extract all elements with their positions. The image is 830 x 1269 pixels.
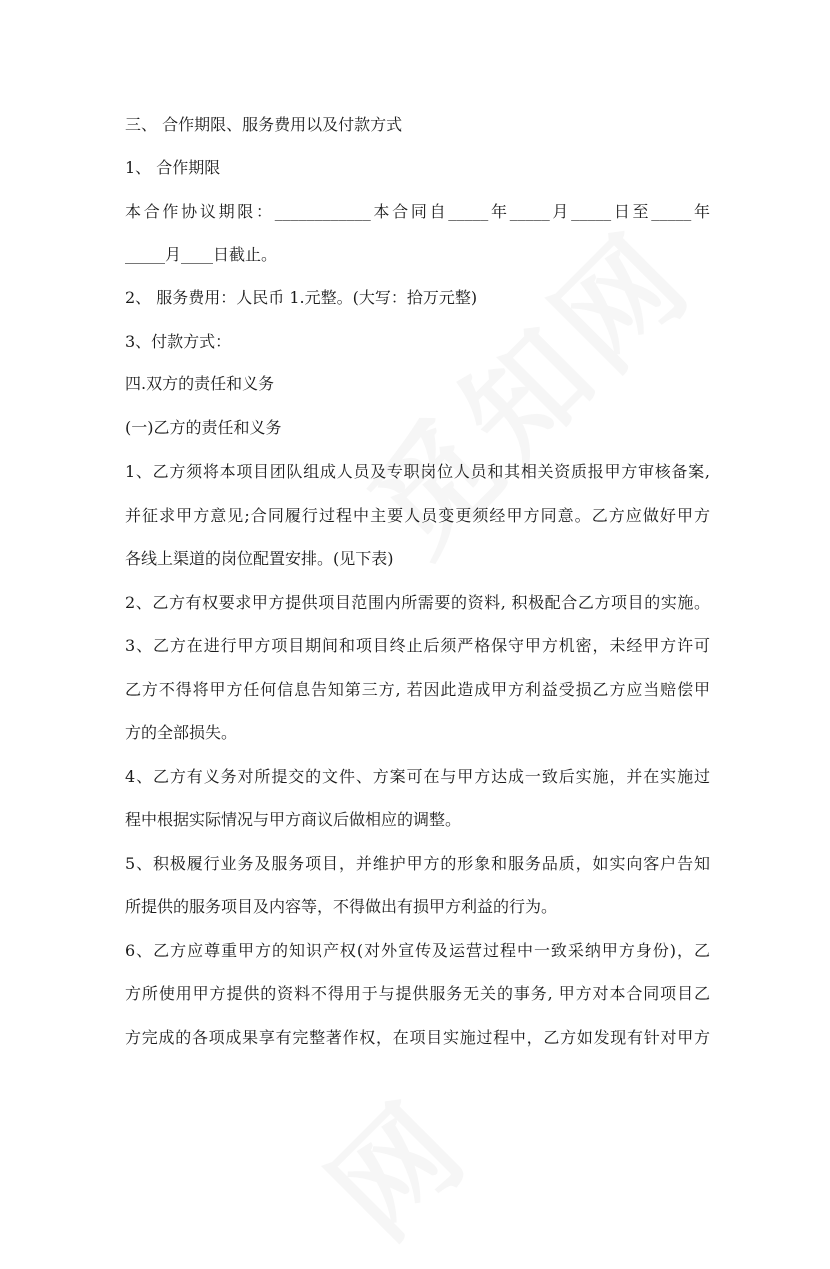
clause-6-line-2: 方所使用甲方提供的资料不得用于与提供服务无关的事务, 甲方对本合同项目乙 <box>125 984 710 1003</box>
clause-5-line-1: 5、积极履行业务及服务项目，并维护甲方的形象和服务品质，如实向客户告知 <box>125 854 710 873</box>
clause-4-line-1: 4、乙方有义务对所提交的文件、方案可在与甲方达成一致后实施，并在实施过 <box>125 767 710 786</box>
clause-3-line-2: 乙方不得将甲方任何信息告知第三方, 若因此造成甲方利益受损乙方应当赔偿甲 <box>125 680 710 699</box>
clause-1-line-2: 并征求甲方意见;合同履行过程中主要人员变更须经甲方同意。乙方应做好甲方 <box>125 506 710 525</box>
clause-6-line-1: 6、乙方应尊重甲方的知识产权(对外宣传及运营过程中一致采纳甲方身份)，乙 <box>125 941 710 960</box>
watermark-bottom <box>287 1063 493 1269</box>
paragraph-term-line-1: 本合作协议期限：____________本合同自_____年_____月_____日至_____年 <box>125 202 710 221</box>
paragraph-term-line-2: _____月____日截止。 <box>125 245 278 264</box>
clause-2: 2、乙方有权要求甲方提供项目范围内所需要的资料, 积极配合乙方项目的实施。 <box>125 593 710 612</box>
paragraph-payment: 3、付款方式： <box>125 332 232 351</box>
section-heading-3: 三、 合作期限、服务费用以及付款方式 <box>125 115 403 134</box>
clause-5-line-2: 所提供的服务项目及内容等，不得做出有损甲方利益的行为。 <box>125 897 558 916</box>
clause-3-line-1: 3、乙方在进行甲方项目期间和项目终止后须严格保守甲方机密，未经甲方许可 <box>125 636 710 655</box>
subheading-term: 1、 合作期限 <box>125 158 221 177</box>
clause-3-line-3: 方的全部损失。 <box>125 723 238 742</box>
clause-4-line-2: 程中根据实际情况与甲方商议后做相应的调整。 <box>125 810 462 829</box>
clause-6-line-3: 方完成的各项成果享有完整著作权，在项目实施过程中，乙方如发现有针对甲方 <box>125 1028 710 1047</box>
clause-1-line-3: 各线上渠道的岗位配置安排。(见下表) <box>125 549 394 568</box>
clause-1-line-1: 1、乙方须将本项目团队组成人员及专职岗位人员和其相关资质报甲方审核备案, <box>125 462 710 481</box>
paragraph-fee: 2、 服务费用：人民币 1.元整。(大写：拾万元整) <box>125 288 478 307</box>
subheading-party-b: (一)乙方的责任和义务 <box>125 418 282 437</box>
section-heading-4: 四.双方的责任和义务 <box>125 374 275 393</box>
